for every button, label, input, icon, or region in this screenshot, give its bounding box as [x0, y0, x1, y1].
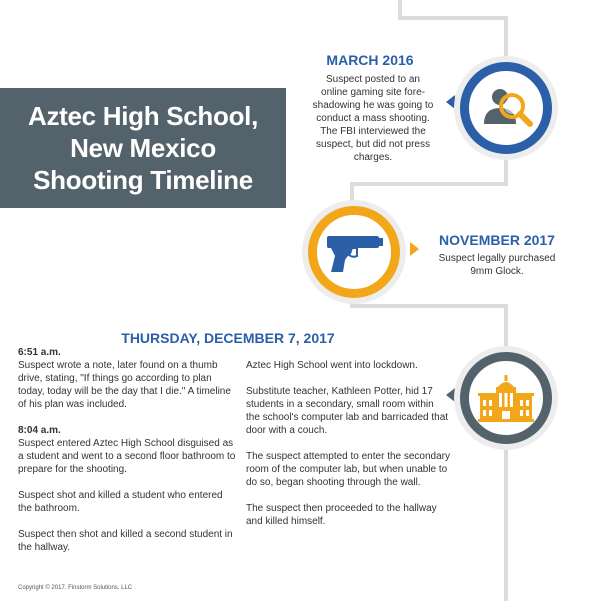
event-text-march-2016: Suspect posted to an online gaming site fore-shadowing he was going to conduct a mass shooting. The FBI interviewed the suspect, but did not press charges. [312, 74, 434, 163]
entry-text: Suspect entered Aztec High School disguised as a student and went to a second floor bathroom to prepare for the shooting. [18, 438, 236, 475]
timeline-line [350, 304, 508, 308]
timeline-line [350, 182, 508, 186]
event-date-november-2017: NOVEMBER 2017 [439, 232, 555, 248]
event-text-november-2017: Suspect legally purchased 9mm Glock. [438, 253, 556, 277]
entry-text: Suspect then shot and killed a second student in the hallway. [18, 529, 233, 553]
left-column [18, 346, 236, 567]
entry-time: 6:51 a.m. [18, 347, 61, 358]
entry-text: Substitute teacher, Kathleen Potter, hid 17 students in a secondary, small room within the school's computer lab and barricaded that door with a couch. [246, 386, 449, 436]
entry-text: Suspect shot and killed a student who entered the bathroom. [18, 490, 223, 514]
school-building-icon [476, 373, 536, 423]
event-icon-circle [460, 62, 552, 154]
magnifier-person-icon [478, 80, 534, 136]
event-icon-circle [308, 206, 400, 298]
page-title [28, 100, 258, 196]
title-line-3: Shooting Timeline [33, 165, 253, 195]
event-date-march-2016: MARCH 2016 [326, 52, 414, 68]
entry-text: The suspect attempted to enter the secondary room of the computer lab, but when unable to do so, began shooting through the wall. [246, 451, 451, 488]
pointer-arrow [410, 242, 419, 256]
timeline-line [504, 440, 508, 601]
title-line-1: Aztec High School, [27, 101, 259, 131]
event-icon-circle [460, 352, 552, 444]
copyright: Copyright © 2017. Finstorm Solutions, LLC [18, 585, 133, 591]
title-panel [0, 88, 286, 208]
entry-text: The suspect then proceeded to the hallway and killed himself. [246, 503, 437, 527]
day-heading: THURSDAY, DECEMBER 7, 2017 [121, 330, 335, 346]
entry-text: Aztec High School went into lockdown. [246, 360, 418, 371]
entry-time: 8:04 a.m. [18, 425, 61, 436]
entry-text: Suspect wrote a note, later found on a thumb drive, stating, "If things go according to plan today, today will be the day that I die." A timeline of his plan was included. [18, 360, 231, 410]
timeline-line [398, 16, 508, 20]
title-line-2: New Mexico [70, 133, 216, 163]
handgun-icon [323, 228, 385, 276]
right-column [246, 359, 450, 541]
